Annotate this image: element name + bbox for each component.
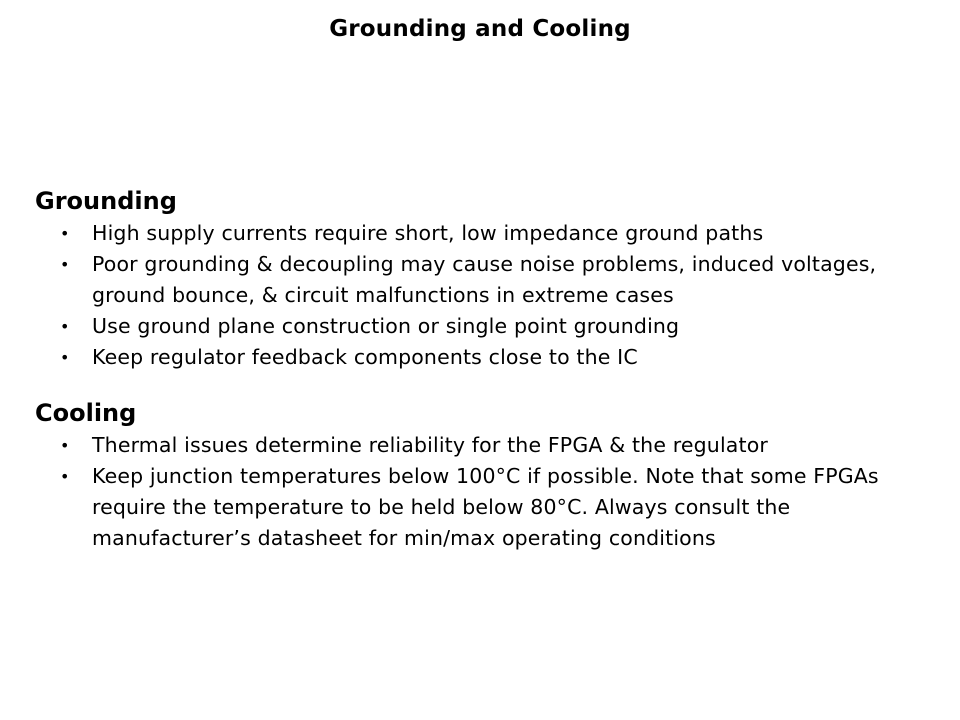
- bullet-text: Keep junction temperatures below 100°C if possible. Note that some FPGAs require the temperature to be held below 80°C. Always consult the manufacturer’s datasheet for min/max operating conditions: [92, 464, 879, 550]
- bullet-text: Use ground plane construction or single point grounding: [92, 314, 680, 338]
- bullet-item: [35, 461, 935, 554]
- bullet-icon: •: [60, 467, 70, 486]
- bullet-text: Keep regulator feedback components close to the IC: [92, 345, 638, 369]
- bullet-item: [35, 342, 935, 373]
- bullet-item: [35, 218, 935, 249]
- section-heading: Grounding: [35, 187, 177, 215]
- bullet-icon: •: [60, 436, 70, 455]
- bullet-text: High supply currents require short, low impedance ground paths: [92, 221, 764, 245]
- bullet-list: [35, 218, 935, 373]
- bullet-icon: •: [60, 348, 70, 367]
- bullet-icon: •: [60, 224, 70, 243]
- bullet-item: [35, 430, 935, 461]
- section-grounding: [35, 186, 935, 373]
- bullet-text: Poor grounding & decoupling may cause noise problems, induced voltages, ground bounce, & circuit malfunctions in extreme cases: [92, 252, 877, 307]
- bullet-item: [35, 311, 935, 342]
- bullet-item: [35, 249, 935, 311]
- bullet-text: Thermal issues determine reliability for the FPGA & the regulator: [92, 433, 768, 457]
- bullet-icon: •: [60, 317, 70, 336]
- slide-title: Grounding and Cooling: [329, 16, 631, 42]
- section-cooling: [35, 398, 935, 554]
- section-heading: Cooling: [35, 399, 137, 427]
- bullet-icon: •: [60, 255, 70, 274]
- bullet-list: [35, 430, 935, 554]
